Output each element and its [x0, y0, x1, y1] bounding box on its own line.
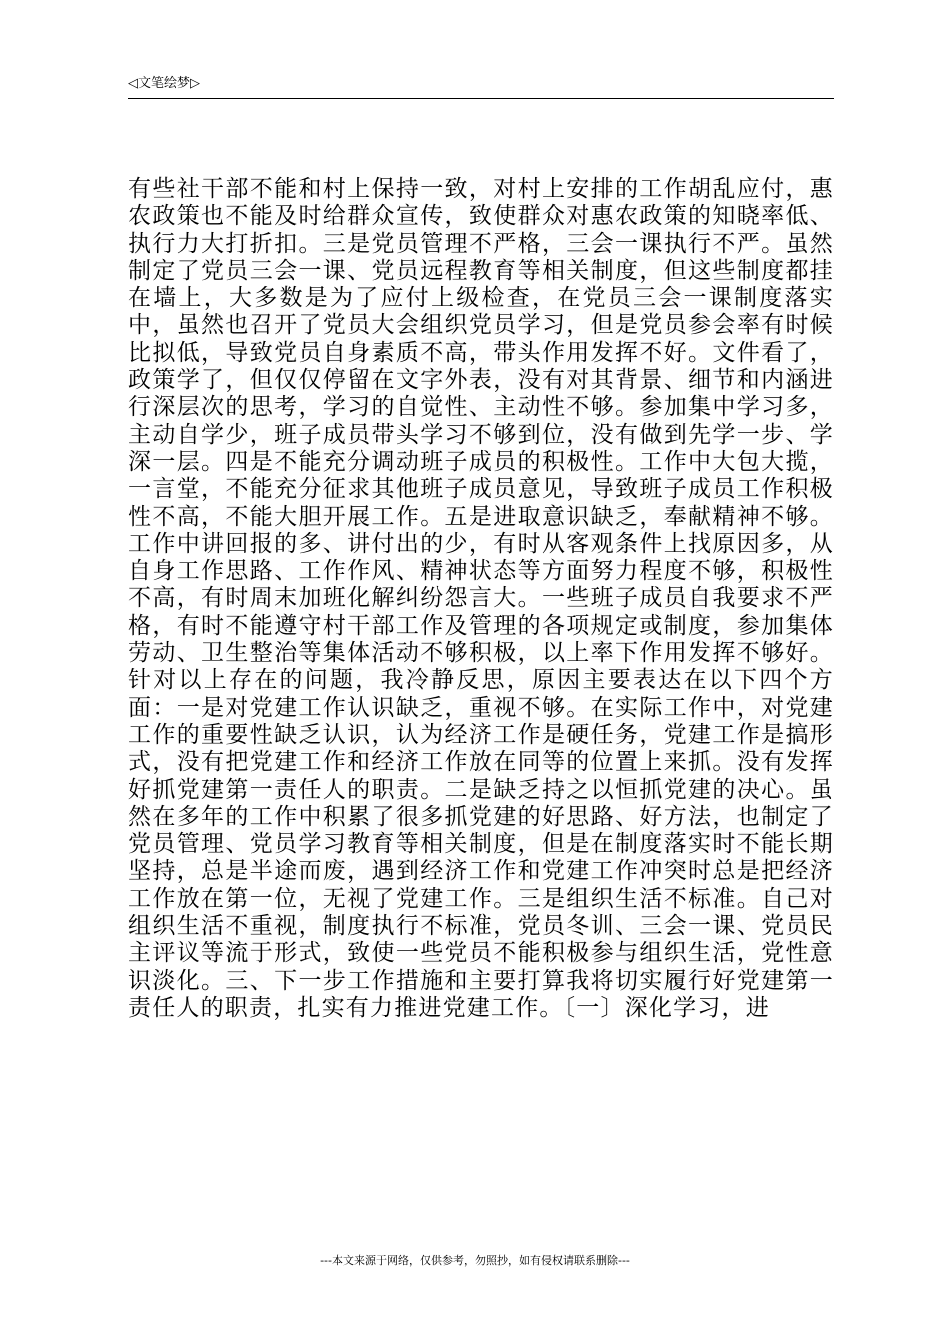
body-paragraph: 有些社干部不能和村上保持一致，对村上安排的工作胡乱应付，惠农政策也不能及时给群众宣传，致使群众对惠农政策的知晓率低、执行力大打折扣。三是党员管理不严格，三会一课执行不严。虽然制定了党员三会一课、党员远程教育等相关制度，但这些制度都挂在墙上，大多数是为了应付上级检查，在党员三会一课制度落实中，虽然也召开了党员大会组织党员学习，但是党员参会率有时候比拟低，导致党员自身素质不高，带头作用发挥不好。文件看了，政策学了，但仅仅停留在文字外表，没有对其背景、细节和内涵进行深层次的思考，学习的自觉性、主动性不够。参加集中学习多，主动自学少，班子成员带头学习不够到位，没有做到先学一步、学深一层。四是不能充分调动班子成员的积极性。工作中大包大揽，一言堂，不能充分征求其他班子成员意见，导致班子成员工作积极性不高，不能大胆开展工作。五是进取意识缺乏，奉献精神不够。工作中讲回报的多、讲付出的少，有时从客观条件上找原因多，从自身工作思路、工作作风、精神状态等方面努力程度不够，积极性不高，有时周末加班化解纠纷怨言大。一些班子成员自我要求不严格，有时不能遵守村干部工作及管理的各项规定或制度，参加集体劳动、卫生整治等集体活动不够积极，以上率下作用发挥不够好。针对以上存在的问题，我冷静反思，原因主要表达在以下四个方面：一是对党建工作认识缺乏，重视不够。在实际工作中，对党建工作的重要性缺乏认识，认为经济工作是硬任务，党建工作是搞形式，没有把党建工作和经济工作放在同等的位置上来抓。没有发挥好抓党建第一责任人的职责。二是缺乏持之以恒抓党建的决心。虽然在多年的工作中积累了很多抓党建的好思路、好方法，也制定了党员管理、党员学习教育等相关制度，但是在制度落实时不能长期坚持，总是半途而废，遇到经济工作和党建工作冲突时总是把经济工作放在第一位，无视了党建工作。三是组织生活不标准。自己对组织生活不重视，制度执行不标准，党员冬训、三会一课、党员民主评议等流于形式，致使一些党员不能积极参与组织生活，党性意识淡化。三、下一步工作措施和主要打算我将切实履行好党建第一责任人的职责，扎实有力推进党建工作。〔一〕深化学习，进 [128, 176, 834, 1021]
page-header [128, 74, 834, 99]
header-brand [128, 76, 200, 92]
left-triangle-icon: ◁ [128, 76, 138, 91]
right-triangle-icon: ▷ [190, 76, 201, 91]
footer-disclaimer: ---本文来源于网络，仅供参考，勿照抄，如有侵权请联系删除--- [320, 1254, 630, 1267]
brand-name: 文笔绘梦 [138, 76, 191, 91]
